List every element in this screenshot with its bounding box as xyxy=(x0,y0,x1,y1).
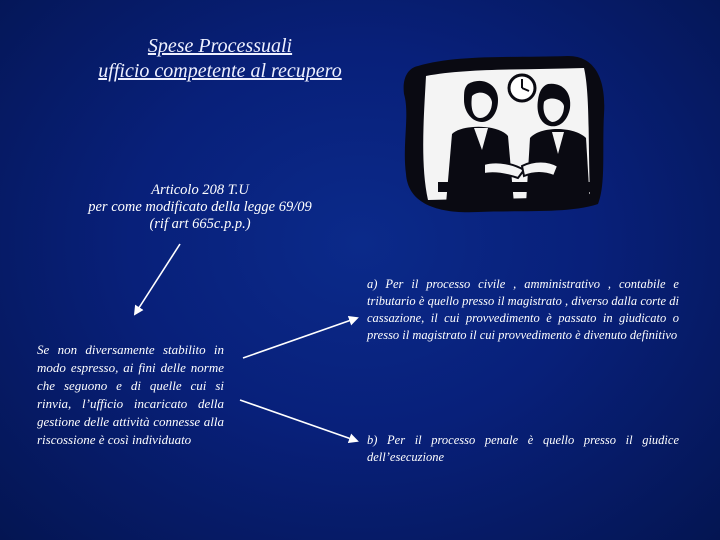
arrow-to-item-b xyxy=(240,400,357,441)
article-line-2: per come modificato della legge 69/09 xyxy=(88,199,312,215)
left-description: Se non diversamente stabilito in modo espresso, ai fini delle norme che seguono e di quelle cui si rinvia, l’ufficio incaricato della gestione delle attività connesse alla riscossione è così individuato xyxy=(37,342,224,447)
article-line-1: Articolo 208 T.U xyxy=(151,182,249,198)
article-line-3: (rif art 665c.p.p.) xyxy=(149,216,251,232)
slide-title-line-2: ufficio competente al recupero xyxy=(98,60,342,82)
item-b-penal-process: b) Per il processo penale è quello presso il giudice dell’esecuzione xyxy=(367,433,679,464)
arrow-article-to-left-text xyxy=(135,244,180,314)
item-a-civil-process: a) Per il processo civile , amministrativo , contabile e tributario è quello presso il magistrato , diverso dalla corte di cassazione, il cui provvedimento è passato in giudicato o presso il magistrato il cui provvedimento è divenuto definitivo xyxy=(367,277,679,342)
arrow-to-item-a xyxy=(243,318,357,358)
slide-title-line-1: Spese Processuali xyxy=(147,35,293,57)
